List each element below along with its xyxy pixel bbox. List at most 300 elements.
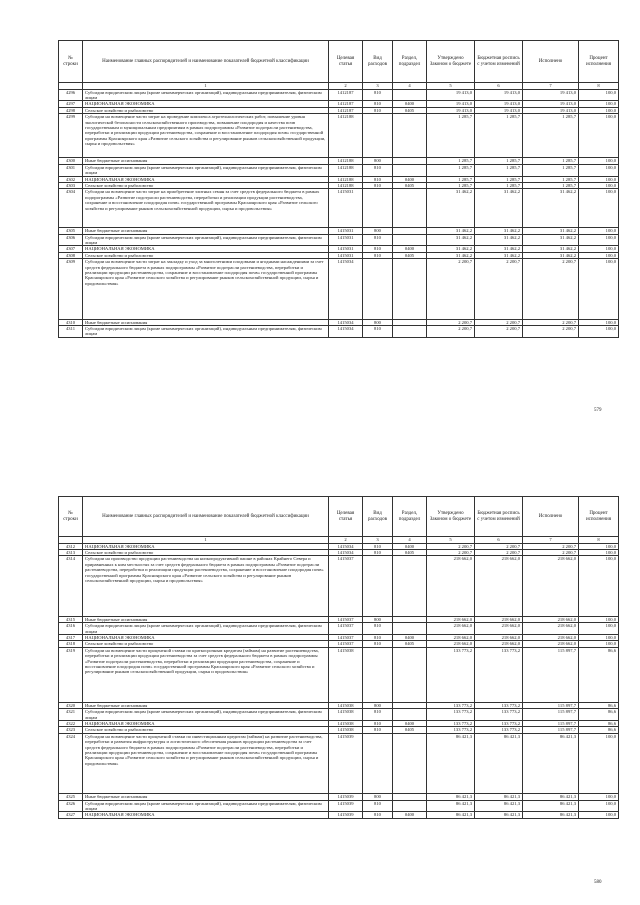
row-number: 4321 (59, 709, 83, 721)
row-type: 810 (363, 89, 393, 101)
row-name: Субсидии на возмещение части затрат на закладку и уход за многолетними плодовыми и ягодными насаждениями за счет средств федерального бюджета в рамках подпрограммы «Развитие подотрасли растениеводства, переработки и реализации продукции растениеводства, сохранение и восстановление плодородия почв» государственной программы Красноярского края «Развитие сельского хозяйства и регулирование рынков сельскохозяйственной продукции, сырья и продовольствия» (83, 259, 329, 319)
row-name: Субсидии юридическим лицам (кроме некоммерческих организаций), индивидуальным предпринимателям, физическим лицам (83, 89, 329, 101)
row-number: 4297 (59, 101, 83, 107)
row-done: 218 662,0 (523, 623, 579, 635)
header-section: Раздел, подраздел (393, 497, 427, 537)
row-name: НАЦИОНАЛЬНАЯ ЭКОНОМИКА (83, 543, 329, 549)
row-name: НАЦИОНАЛЬНАЯ ЭКОНОМИКА (83, 101, 329, 107)
row-done: 1 285,7 (523, 158, 579, 164)
row-number: 4324 (59, 733, 83, 793)
row-target: 1415031 (329, 246, 363, 252)
row-section (393, 234, 427, 246)
header-num: № строки (59, 41, 83, 83)
row-section (393, 114, 427, 158)
row-number: 4304 (59, 189, 83, 228)
table-row (59, 326, 619, 338)
row-target: 1415034 (329, 543, 363, 549)
budget-table-page-1 (58, 40, 618, 338)
row-name: Иные бюджетные ассигнования (83, 794, 329, 800)
header-done: Исполнено (523, 41, 579, 83)
row-type: 800 (363, 702, 393, 708)
row-done: 31 462,2 (523, 234, 579, 246)
row-pct: 100,0 (579, 319, 619, 325)
row-approved: 1 285,7 (427, 183, 475, 189)
row-name: Субсидии юридическим лицам (кроме некоммерческих организаций), индивидуальным предпринимателям, физическим лицам (83, 800, 329, 812)
table-row (59, 89, 619, 101)
row-number: 4310 (59, 319, 83, 325)
row-number: 4320 (59, 702, 83, 708)
row-budget: 1 285,7 (475, 176, 523, 182)
row-target: 1415038 (329, 709, 363, 721)
row-number: 4298 (59, 107, 83, 113)
header-num: № строки (59, 497, 83, 537)
row-section: 0400 (393, 721, 427, 727)
row-type: 810 (363, 246, 393, 252)
row-section (393, 623, 427, 635)
row-type: 810 (363, 727, 393, 733)
row-pct: 100,0 (579, 641, 619, 647)
row-section (393, 259, 427, 319)
row-approved: 31 462,2 (427, 246, 475, 252)
row-number: 4303 (59, 183, 83, 189)
budget-table (58, 40, 619, 338)
row-pct: 86,6 (579, 721, 619, 727)
row-budget: 133 773,2 (475, 647, 523, 702)
row-pct: 86,6 (579, 727, 619, 733)
header-section: Раздел, подраздел (393, 41, 427, 83)
row-approved: 31 462,2 (427, 228, 475, 234)
row-section: 0400 (393, 176, 427, 182)
header-type: Вид расходов (363, 497, 393, 537)
row-pct: 100,0 (579, 550, 619, 556)
row-name: НАЦИОНАЛЬНАЯ ЭКОНОМИКА (83, 635, 329, 641)
row-type: 810 (363, 252, 393, 258)
row-type (363, 733, 393, 793)
row-target: 1415031 (329, 189, 363, 228)
row-target: 1415037 (329, 556, 363, 616)
row-number: 4311 (59, 326, 83, 338)
row-section (393, 164, 427, 176)
row-name: Сельское хозяйство и рыболовство (83, 550, 329, 556)
row-target: 1412188 (329, 158, 363, 164)
header-target: Целевая статья (329, 41, 363, 83)
row-type: 810 (363, 709, 393, 721)
row-pct: 100,0 (579, 101, 619, 107)
row-done: 1 285,7 (523, 176, 579, 182)
row-done: 86 421,3 (523, 794, 579, 800)
row-budget: 31 462,2 (475, 246, 523, 252)
row-approved: 218 662,0 (427, 623, 475, 635)
row-budget: 133 773,2 (475, 702, 523, 708)
table-row (59, 709, 619, 721)
row-approved: 1 285,7 (427, 114, 475, 158)
row-target: 1412188 (329, 164, 363, 176)
row-done: 86 421,3 (523, 812, 579, 818)
row-done: 19 413,0 (523, 89, 579, 101)
row-budget: 2 200,7 (475, 319, 523, 325)
row-type: 810 (363, 543, 393, 549)
row-number: 4302 (59, 176, 83, 182)
row-number: 4299 (59, 114, 83, 158)
row-section (393, 800, 427, 812)
budget-table (58, 496, 619, 819)
row-pct: 100,0 (579, 812, 619, 818)
row-pct: 100,0 (579, 189, 619, 228)
row-pct: 86,6 (579, 709, 619, 721)
row-approved: 1 285,7 (427, 164, 475, 176)
row-number: 4317 (59, 635, 83, 641)
row-name: Иные бюджетные ассигнования (83, 319, 329, 325)
row-done: 1 285,7 (523, 114, 579, 158)
row-pct: 100,0 (579, 176, 619, 182)
header-pct: Процент исполнения (579, 497, 619, 537)
row-target: 1415038 (329, 702, 363, 708)
row-target: 1415039 (329, 794, 363, 800)
row-type: 810 (363, 550, 393, 556)
row-number: 4322 (59, 721, 83, 727)
table-row (59, 234, 619, 246)
row-pct: 100,0 (579, 733, 619, 793)
row-type: 800 (363, 319, 393, 325)
row-budget: 1 285,7 (475, 164, 523, 176)
row-number: 4319 (59, 647, 83, 702)
row-name: Сельское хозяйство и рыболовство (83, 107, 329, 113)
row-name: Субсидии юридическим лицам (кроме некоммерческих организаций), индивидуальным предпринимателям, физическим лицам (83, 709, 329, 721)
row-budget: 31 462,2 (475, 228, 523, 234)
row-target: 1415037 (329, 641, 363, 647)
row-approved: 2 200,7 (427, 259, 475, 319)
row-target: 1412188 (329, 114, 363, 158)
row-section: 0400 (393, 246, 427, 252)
table-row (59, 812, 619, 818)
row-done: 115 897,7 (523, 709, 579, 721)
row-section: 0405 (393, 641, 427, 647)
row-pct: 100,0 (579, 107, 619, 113)
row-number: 4318 (59, 641, 83, 647)
row-approved: 2 200,7 (427, 550, 475, 556)
row-pct: 100,0 (579, 543, 619, 549)
row-number: 4309 (59, 259, 83, 319)
row-done: 218 662,0 (523, 616, 579, 622)
row-name: Субсидии на производство продукции растениеводства на низкопродуктивной пашне в районах Крайнего Севера и приравненных к ним местностях за счет средств федерального бюджета в рамках подпрограммы «Развитие подотрасли растениеводства, переработки и реализации продукции растениеводства, сохранение и восстановление плодородия почв» государственной программы Красноярского края «Развитие сельского хозяйства и регулирование рынков сельскохозяйственной продукции, сырья и продовольствия» (83, 556, 329, 616)
row-type (363, 189, 393, 228)
header-approved: Утверждено Законом о бюджете (427, 497, 475, 537)
index-row: 1 2 3 4 5 6 7 8 (59, 537, 619, 544)
row-pct: 100,0 (579, 89, 619, 101)
row-name: Субсидии на возмещение части затрат на проведение комплекса агротехнологических работ, повышение уровня экологической безопасности сельскохозяйственного производства, повышение плодородия и качества почв государственным и муниципальным предприятиям в рамках подпрограммы «Развитие подотрасли растениеводства, переработки и реализации продукции растениеводства, сохранение и восстановление плодородия почв» государственной программы Красноярского края «Развитие сельского хозяйства и регулирование рынков сельскохозяйственной продукции, сырья и продовольствия» (83, 114, 329, 158)
row-section (393, 647, 427, 702)
row-approved: 133 773,2 (427, 721, 475, 727)
row-target: 1415031 (329, 252, 363, 258)
row-name: Иные бюджетные ассигнования (83, 702, 329, 708)
row-target: 1415034 (329, 319, 363, 325)
row-target: 1415038 (329, 721, 363, 727)
row-budget: 218 662,0 (475, 641, 523, 647)
row-type: 810 (363, 101, 393, 107)
row-approved: 1 285,7 (427, 176, 475, 182)
row-target: 1412187 (329, 101, 363, 107)
row-target: 1415031 (329, 234, 363, 246)
table-row (59, 733, 619, 793)
row-budget: 1 285,7 (475, 158, 523, 164)
row-type: 810 (363, 176, 393, 182)
row-approved: 133 773,2 (427, 702, 475, 708)
row-pct: 100,0 (579, 800, 619, 812)
row-section (393, 556, 427, 616)
row-name: Субсидии юридическим лицам (кроме некоммерческих организаций), индивидуальным предпринимателям, физическим лицам (83, 234, 329, 246)
row-pct: 100,0 (579, 234, 619, 246)
row-type: 810 (363, 641, 393, 647)
row-approved: 31 462,2 (427, 252, 475, 258)
row-type (363, 647, 393, 702)
row-target: 1412187 (329, 107, 363, 113)
row-number: 4307 (59, 246, 83, 252)
row-target: 1415038 (329, 647, 363, 702)
table-row (59, 623, 619, 635)
row-section: 0400 (393, 101, 427, 107)
row-number: 4326 (59, 800, 83, 812)
row-name: Сельское хозяйство и рыболовство (83, 641, 329, 647)
row-name: Субсидии юридическим лицам (кроме некоммерческих организаций), индивидуальным предпринимателям, физическим лицам (83, 326, 329, 338)
row-section: 0400 (393, 543, 427, 549)
row-done: 2 200,7 (523, 259, 579, 319)
row-approved: 218 662,0 (427, 556, 475, 616)
row-name: Сельское хозяйство и рыболовство (83, 252, 329, 258)
row-number: 4327 (59, 812, 83, 818)
row-type: 810 (363, 635, 393, 641)
row-approved: 19 413,0 (427, 89, 475, 101)
row-name: НАЦИОНАЛЬНАЯ ЭКОНОМИКА (83, 721, 329, 727)
row-approved: 133 773,2 (427, 709, 475, 721)
row-type: 810 (363, 164, 393, 176)
row-done: 1 285,7 (523, 164, 579, 176)
row-number: 4305 (59, 228, 83, 234)
row-budget: 31 462,2 (475, 252, 523, 258)
row-done: 218 662,0 (523, 635, 579, 641)
row-type: 800 (363, 228, 393, 234)
row-number: 4300 (59, 158, 83, 164)
row-section: 0405 (393, 727, 427, 733)
row-budget: 2 200,7 (475, 326, 523, 338)
row-name: НАЦИОНАЛЬНАЯ ЭКОНОМИКА (83, 812, 329, 818)
row-done: 115 897,7 (523, 702, 579, 708)
row-budget: 133 773,2 (475, 727, 523, 733)
page-number: 579 (594, 408, 602, 413)
table-row (59, 114, 619, 158)
row-pct: 100,0 (579, 623, 619, 635)
row-name: Сельское хозяйство и рыболовство (83, 727, 329, 733)
row-name: Сельское хозяйство и рыболовство (83, 183, 329, 189)
row-number: 4296 (59, 89, 83, 101)
row-name: Субсидии юридическим лицам (кроме некоммерческих организаций), индивидуальным предпринимателям, физическим лицам (83, 623, 329, 635)
row-done: 86 421,3 (523, 733, 579, 793)
row-target: 1415034 (329, 326, 363, 338)
header-type: Вид расходов (363, 41, 393, 83)
header-pct: Процент исполнения (579, 41, 619, 83)
row-budget: 31 462,2 (475, 234, 523, 246)
row-target: 1415039 (329, 800, 363, 812)
row-budget: 218 662,0 (475, 635, 523, 641)
row-target: 1412188 (329, 176, 363, 182)
row-done: 2 200,7 (523, 319, 579, 325)
row-section: 0405 (393, 550, 427, 556)
row-pct: 86,6 (579, 702, 619, 708)
index-row: 1 2 3 4 5 6 7 8 (59, 83, 619, 90)
row-approved: 218 662,0 (427, 641, 475, 647)
row-done: 115 897,7 (523, 647, 579, 702)
row-budget: 218 662,0 (475, 616, 523, 622)
row-number: 4313 (59, 550, 83, 556)
row-done: 115 897,7 (523, 727, 579, 733)
row-approved: 86 421,3 (427, 800, 475, 812)
row-budget: 86 421,3 (475, 794, 523, 800)
row-done: 218 662,0 (523, 641, 579, 647)
row-target: 1415031 (329, 228, 363, 234)
row-target: 1412188 (329, 183, 363, 189)
row-budget: 19 413,0 (475, 107, 523, 113)
row-budget: 31 462,2 (475, 189, 523, 228)
row-type: 810 (363, 183, 393, 189)
row-done: 1 285,7 (523, 183, 579, 189)
row-name: Иные бюджетные ассигнования (83, 158, 329, 164)
row-type: 800 (363, 158, 393, 164)
row-approved: 86 421,3 (427, 733, 475, 793)
table-row (59, 647, 619, 702)
row-approved: 2 200,7 (427, 543, 475, 549)
row-budget: 86 421,3 (475, 800, 523, 812)
row-type: 810 (363, 234, 393, 246)
row-name: Иные бюджетные ассигнования (83, 228, 329, 234)
row-section: 0405 (393, 107, 427, 113)
row-section: 0400 (393, 635, 427, 641)
row-target: 1415034 (329, 550, 363, 556)
row-done: 86 421,3 (523, 800, 579, 812)
row-pct: 100,0 (579, 183, 619, 189)
row-approved: 133 773,2 (427, 647, 475, 702)
row-pct: 100,0 (579, 114, 619, 158)
row-name: Субсидии на возмещение части затрат на приобретение элитных семян за счет средств федерального бюджета в рамках подпрограммы «Развитие подотрасли растениеводства, переработки и реализации продукции растениеводства, сохранение и восстановление плодородия почв» государственной программы Красноярского края «Развитие сельского хозяйства и регулирование рынков сельскохозяйственной продукции, сырья и продовольствия» (83, 189, 329, 228)
table-row (59, 164, 619, 176)
row-number: 4312 (59, 543, 83, 549)
row-number: 4316 (59, 623, 83, 635)
row-number: 4306 (59, 234, 83, 246)
row-done: 31 462,2 (523, 189, 579, 228)
row-type (363, 259, 393, 319)
row-budget: 133 773,2 (475, 721, 523, 727)
row-type: 810 (363, 812, 393, 818)
row-target: 1415037 (329, 623, 363, 635)
row-target: 1415039 (329, 733, 363, 793)
row-target: 1415034 (329, 259, 363, 319)
row-section (393, 189, 427, 228)
row-budget: 2 200,7 (475, 543, 523, 549)
row-type (363, 114, 393, 158)
budget-table-page-2 (58, 496, 618, 819)
header-approved: Утверждено Законом о бюджете (427, 41, 475, 83)
row-target: 1415037 (329, 635, 363, 641)
row-type: 810 (363, 326, 393, 338)
row-approved: 31 462,2 (427, 234, 475, 246)
row-approved: 218 662,0 (427, 616, 475, 622)
row-approved: 218 662,0 (427, 635, 475, 641)
row-type: 810 (363, 107, 393, 113)
row-budget: 2 200,7 (475, 550, 523, 556)
header-budget: Бюджетная роспись с учетом изменений (475, 497, 523, 537)
row-pct: 100,0 (579, 164, 619, 176)
row-number: 4315 (59, 616, 83, 622)
row-pct: 100,0 (579, 794, 619, 800)
row-pct: 100,0 (579, 326, 619, 338)
row-section (393, 326, 427, 338)
row-budget: 19 413,0 (475, 101, 523, 107)
row-done: 115 897,7 (523, 721, 579, 727)
row-type: 810 (363, 800, 393, 812)
row-budget: 86 421,3 (475, 812, 523, 818)
row-approved: 19 413,0 (427, 107, 475, 113)
row-section: 0400 (393, 812, 427, 818)
table-row (59, 259, 619, 319)
row-approved: 1 285,7 (427, 158, 475, 164)
row-target: 1415039 (329, 812, 363, 818)
row-pct: 100,0 (579, 616, 619, 622)
row-name: Субсидии на возмещение части процентной ставки по инвестиционным кредитам (займам) на развитие растениеводства, переработки и развития инфраструктуры и логистического обеспечения рынков продукции растениеводства за счет средств федерального бюджета в рамках подпрограммы «Развитие подотрасли растениеводства, переработки и реализации продукции растениеводства, сохранение и восстановление плодородия почв» государственной программы Красноярского края «Развитие сельского хозяйства и регулирование рынков сельскохозяйственной продукции, сырья и продовольствия» (83, 733, 329, 793)
row-name: Субсидии юридическим лицам (кроме некоммерческих организаций), индивидуальным предпринимателям, физическим лицам (83, 164, 329, 176)
header-target: Целевая статья (329, 497, 363, 537)
row-budget: 218 662,0 (475, 623, 523, 635)
table-row (59, 800, 619, 812)
row-target: 1415037 (329, 616, 363, 622)
row-budget: 1 285,7 (475, 183, 523, 189)
row-approved: 19 413,0 (427, 101, 475, 107)
page-number: 580 (594, 880, 602, 885)
row-section (393, 709, 427, 721)
row-budget: 218 662,0 (475, 556, 523, 616)
row-done: 31 462,2 (523, 252, 579, 258)
row-name: Субсидии на возмещение части процентной ставки по краткосрочным кредитам (займам) на развитие растениеводства, переработки и реализации продукции растениеводства за счет средств федерального бюджета в рамках подпрограммы «Развитие подотрасли растениеводства, переработки и реализации продукции растениеводства, сохранение и восстановление плодородия почв» государственной программы Красноярского края «Развитие сельского хозяйства и регулирование рынков сельскохозяйственной продукции, сырья и продовольствия» (83, 647, 329, 702)
row-name: НАЦИОНАЛЬНАЯ ЭКОНОМИКА (83, 176, 329, 182)
row-name: Иные бюджетные ассигнования (83, 616, 329, 622)
row-type: 810 (363, 623, 393, 635)
row-number: 4301 (59, 164, 83, 176)
row-type (363, 556, 393, 616)
row-budget: 2 200,7 (475, 259, 523, 319)
row-done: 2 200,7 (523, 550, 579, 556)
row-approved: 86 421,3 (427, 794, 475, 800)
row-approved: 31 462,2 (427, 189, 475, 228)
row-done: 2 200,7 (523, 543, 579, 549)
table-row (59, 189, 619, 228)
row-target: 1412187 (329, 89, 363, 101)
table-row (59, 556, 619, 616)
row-budget: 19 413,0 (475, 89, 523, 101)
row-approved: 86 421,3 (427, 812, 475, 818)
row-section (393, 733, 427, 793)
row-budget: 86 421,3 (475, 733, 523, 793)
row-pct: 100,0 (579, 246, 619, 252)
row-number: 4325 (59, 794, 83, 800)
row-type: 810 (363, 721, 393, 727)
row-section: 0405 (393, 252, 427, 258)
row-type: 800 (363, 616, 393, 622)
row-name: НАЦИОНАЛЬНАЯ ЭКОНОМИКА (83, 246, 329, 252)
row-section (393, 89, 427, 101)
row-number: 4323 (59, 727, 83, 733)
row-done: 31 462,2 (523, 228, 579, 234)
header-name: Наименование главных распорядителей и наименование показателей бюджетной классификации (83, 41, 329, 83)
header-name: Наименование главных распорядителей и наименование показателей бюджетной классификации (83, 497, 329, 537)
row-done: 31 462,2 (523, 246, 579, 252)
row-section: 0405 (393, 183, 427, 189)
